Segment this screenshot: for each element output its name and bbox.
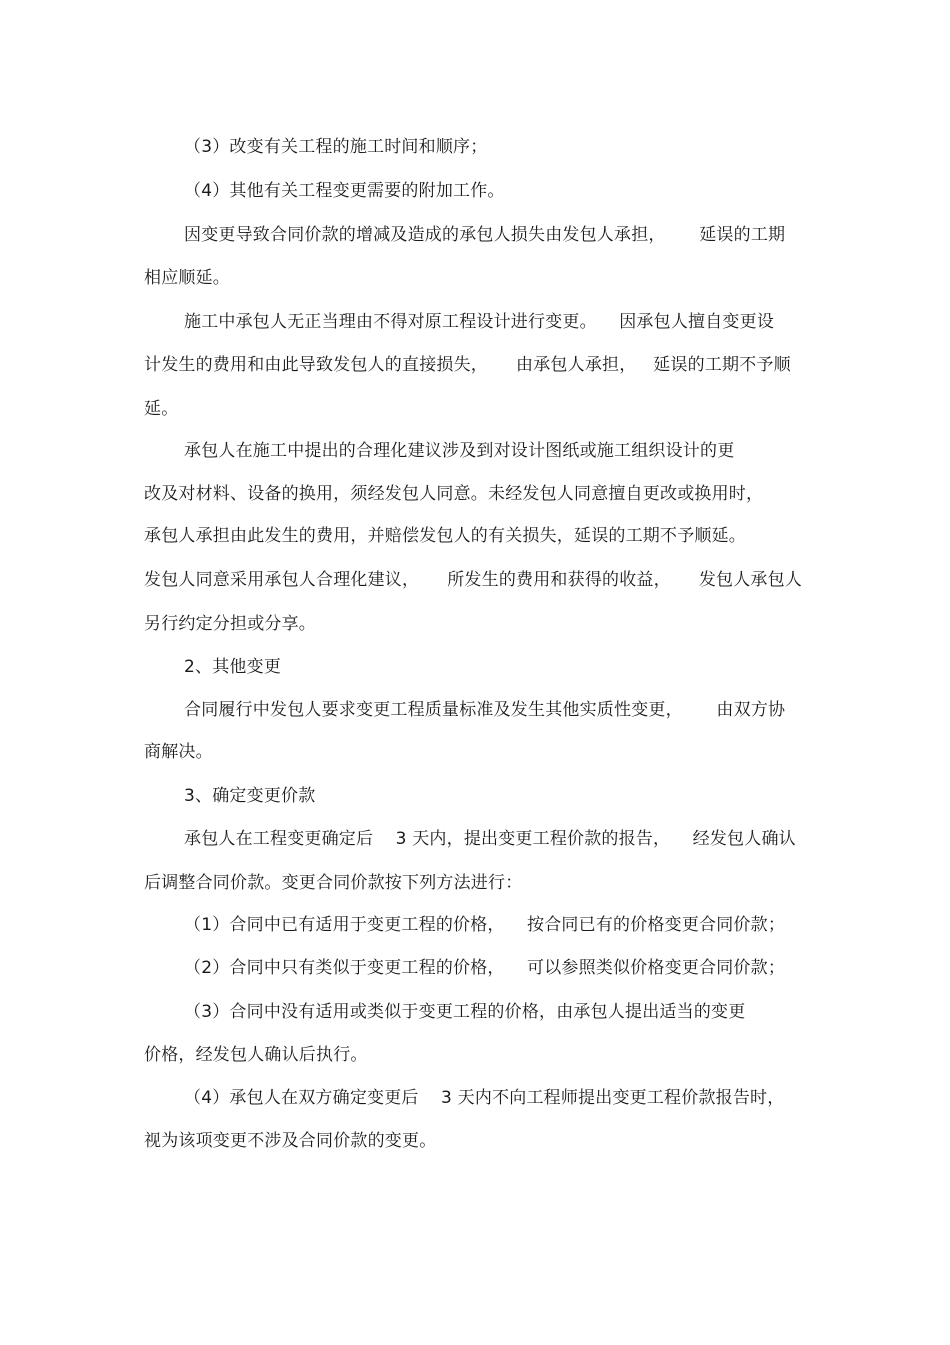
text-line: 发包人同意采用承包人合理化建议， 所发生的费用和获得的收益， 发包人承包人 [144,570,803,590]
text-line: 视为该项变更不涉及合同价款的变更。 [144,1131,437,1151]
text-line: 施工中承包人无正当理由不得对原工程设计进行变更。 因承包人擅自变更设 [184,312,775,332]
text-line: 价格，经发包人确认后执行。 [144,1045,368,1065]
list-item: （1）合同中已有适用于变更工程的价格， 按合同已有的价格变更合同价款； [184,915,786,935]
section-heading: 3、确定变更价款 [184,786,316,806]
text-line: （3）改变有关工程的施工时间和顺序； [184,137,488,157]
list-item: （4）承包人在双方确定变更后 3 天内不向工程师提出变更工程价款报告时， [184,1088,785,1108]
list-item: （2）合同中只有类似于变更工程的价格， 可以参照类似价格变更合同价款； [184,958,786,978]
text-line: 合同履行中发包人要求变更工程质量标准及发生其他实质性变更， 由双方协 [184,700,786,720]
text-line: 另行约定分担或分享。 [144,614,316,634]
text-line: 延。 [144,399,179,419]
section-heading: 2、其他变更 [184,657,282,677]
text-line: 因变更导致合同价款的增减及造成的承包人损失由发包人承担， 延误的工期 [184,225,786,245]
text-line: 承包人承担由此发生的费用，并赔偿发包人的有关损失，延误的工期不予顺延。 [144,526,746,546]
text-line: 改及对材料、设备的换用，须经发包人同意。未经发包人同意擅自更改或换用时， [144,484,764,504]
text-line: 商解决。 [144,742,213,762]
text-line: 承包人在施工中提出的合理化建议涉及到对设计图纸或施工组织设计的更 [184,441,735,461]
text-line: （4）其他有关工程变更需要的附加工作。 [184,181,505,201]
text-line: 承包人在工程变更确定后 3 天内，提出变更工程价款的报告， 经发包人确认 [184,829,796,849]
text-line: 后调整合同价款。变更合同价款按下列方法进行： [144,873,523,893]
text-line: 相应顺延。 [144,268,230,288]
list-item: （3）合同中没有适用或类似于变更工程的价格，由承包人提出适当的变更 [184,1002,746,1022]
text-line: 计发生的费用和由此导致发包人的直接损失， 由承包人承担， 延误的工期不予顺 [144,355,791,375]
